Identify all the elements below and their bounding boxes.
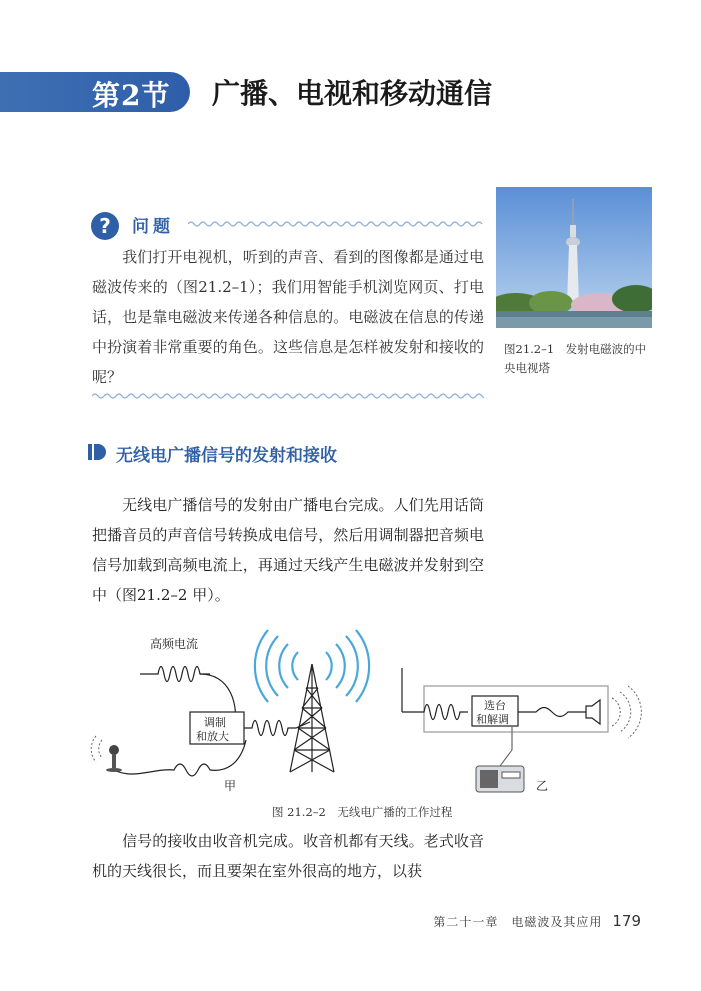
wavy-divider-top (188, 220, 484, 228)
section-number: 第2节 (92, 79, 171, 112)
label-jia: 甲 (224, 779, 237, 793)
label-modulator-1: 调制 (204, 716, 226, 729)
tv-tower-photo (496, 187, 652, 328)
paragraph-reception: 信号的接收由收音机完成。收音机都有天线。老式收音机的天线很长，而且要架在室外很高的地方，以获 (92, 832, 484, 880)
question-mark-icon: ? (91, 212, 119, 240)
broadcast-tower-icon (290, 664, 334, 772)
section-title: 广播、电视和移动通信 (212, 77, 493, 110)
figure-caption: 图 21.2–2 无线电广播的工作过程 (272, 805, 453, 819)
wavy-divider-bottom (92, 392, 484, 400)
label-modulator-2: 和放大 (196, 730, 229, 743)
microphone-icon (91, 736, 122, 772)
label-tuner-2: 和解调 (476, 713, 509, 726)
label-tuner-1: 选台 (484, 699, 506, 712)
subsection-title: 无线电广播信号的发射和接收 (116, 446, 337, 466)
radio-broadcast-diagram (80, 628, 650, 808)
label-yi: 乙 (536, 779, 549, 793)
question-text: 我们打开电视机，听到的声音、看到的图像都是通过电磁波传来的（图21.2–1）；我们用智能手机浏览网页、打电话，也是靠电磁波来传递各种信息的。电磁波在信息的传递中扮演着非常重要的角色。这些信息是怎样被发射和接收的呢？ (92, 248, 484, 386)
sound-wave-icon (612, 686, 641, 738)
paragraph-transmission: 无线电广播信号的发射由广播电台完成。人们先用话筒把播音员的声音信号转换成电信号，然后用调制器把音频电信号加载到高频电流上，再通过天线产生电磁波并发射到空中（图21.2–2 甲）。 (92, 496, 484, 604)
page-number: 179 (612, 912, 641, 930)
radio-set-icon (476, 750, 524, 792)
chapter-label: 第二十一章 电磁波及其应用 (433, 915, 603, 929)
photo-caption: 图21.2–1 发射电磁波的中央电视塔 (504, 342, 647, 375)
label-high-frequency-current: 高频电流 (150, 637, 199, 651)
question-label: 问题 (132, 217, 174, 237)
section-marker-icon (88, 443, 108, 461)
page-footer (433, 912, 641, 930)
